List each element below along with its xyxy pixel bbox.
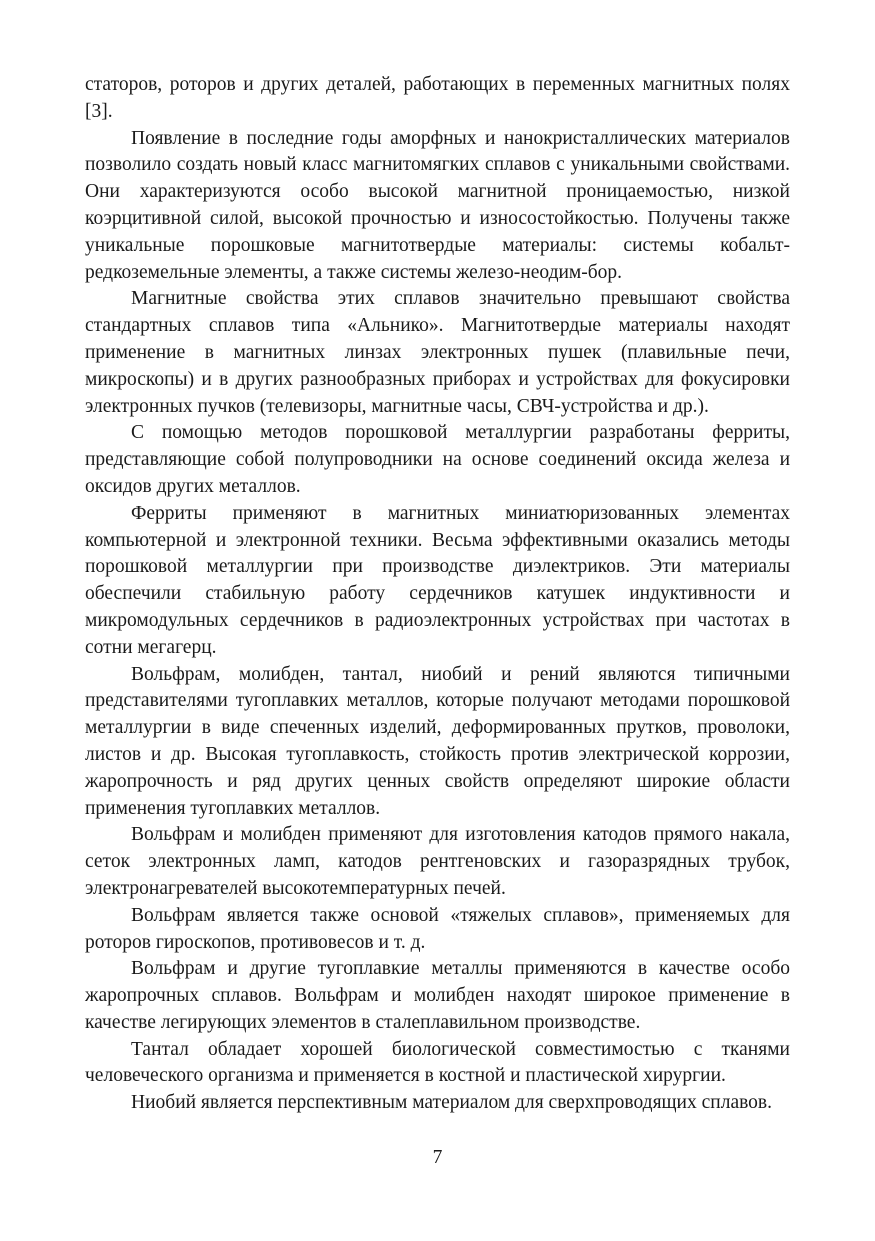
paragraph-heat-resistant-alloys: Вольфрам и другие тугоплавкие металлы применяются в качестве особо жаропрочных сплавов. Вольфрам и молибден находят широкое применение в качестве легирующих элементов в сталеплавильном производстве. (85, 958, 790, 1033)
paragraph-niobium: Ниобий является перспективным материалом для сверхпроводящих сплавов. (131, 1092, 773, 1114)
paragraph-heavy-alloys: Вольфрам является также основой «тяжелых сплавов», применяемых для роторов гироскопов, противовесов и т. д. (85, 904, 790, 953)
page-number: 7 (432, 1147, 443, 1168)
paragraph-refractory-metals: Вольфрам, молибден, тантал, ниобий и рений являются типичными представителями тугоплавких металлов, которые получают методами порошковой металлургии в виде спеченных изделий, деформированных прутков, проволоки, листов и др. Высокая тугоплавкость, стойкость против электрической коррозии, жаропрочность и ряд других ценных свойств определяют широкие области применения тугоплавких металлов. (85, 663, 790, 819)
body-text (85, 72, 790, 1117)
paragraph-continuation: статоров, роторов и других деталей, работающих в переменных магнитных полях [3]. (85, 74, 790, 122)
paragraph-tantalum-surgery: Тантал обладает хорошей биологической совместимостью с тканями человеческого организма и применяется в костной и пластической хирургии. (85, 1038, 790, 1087)
paragraph-tungsten-molybdenum: Вольфрам и молибден применяют для изготовления катодов прямого накала, сеток электронных ламп, катодов рентгеновских и газоразрядных трубок, электронагревателей высокотемпературных печей. (85, 824, 790, 899)
paragraph-amorphous-materials: Появление в последние годы аморфных и нанокристаллических материалов позволило создать новый класс магнитомягких сплавов с уникальными свойствами. Они характеризуются особо высокой магнитной проницаемостью, низкой коэрцитивной силой, высокой прочностью и износостойкостью. Получены также уникальные порошковые магнитотвердые материалы: системы кобальт-редкоземельные элементы, а также системы железо-неодим-бор. (85, 127, 790, 283)
paragraph-magnetic-properties: Магнитные свойства этих сплавов значительно превышают свойства стандартных сплавов типа «Альнико». Магнитотвердые материалы находят применение в магнитных линзах электронных пушек (плавильные печи, микроскопы) и в других разнообразных приборах и устройствах для фокусировки электронных пучков (телевизоры, магнитные часы, СВЧ-устройства и др.). (85, 288, 790, 417)
paragraph-ferrites-applications: Ферриты применяют в магнитных миниатюризованных элементах компьютерной и электронной техники. Весьма эффективными оказались методы порошковой металлургии при производстве диэлектриков. Эти материалы обеспечили стабильную работу сердечников катушек индуктивности и микромодульных сердечников в радиоэлектронных устройствах при частотах в сотни мегагерц. (85, 502, 790, 658)
paragraph-ferrites-development: С помощью методов порошковой металлургии разработаны ферриты, представляющие собой полупроводники на основе соединений оксида железа и оксидов других металлов. (85, 422, 790, 497)
